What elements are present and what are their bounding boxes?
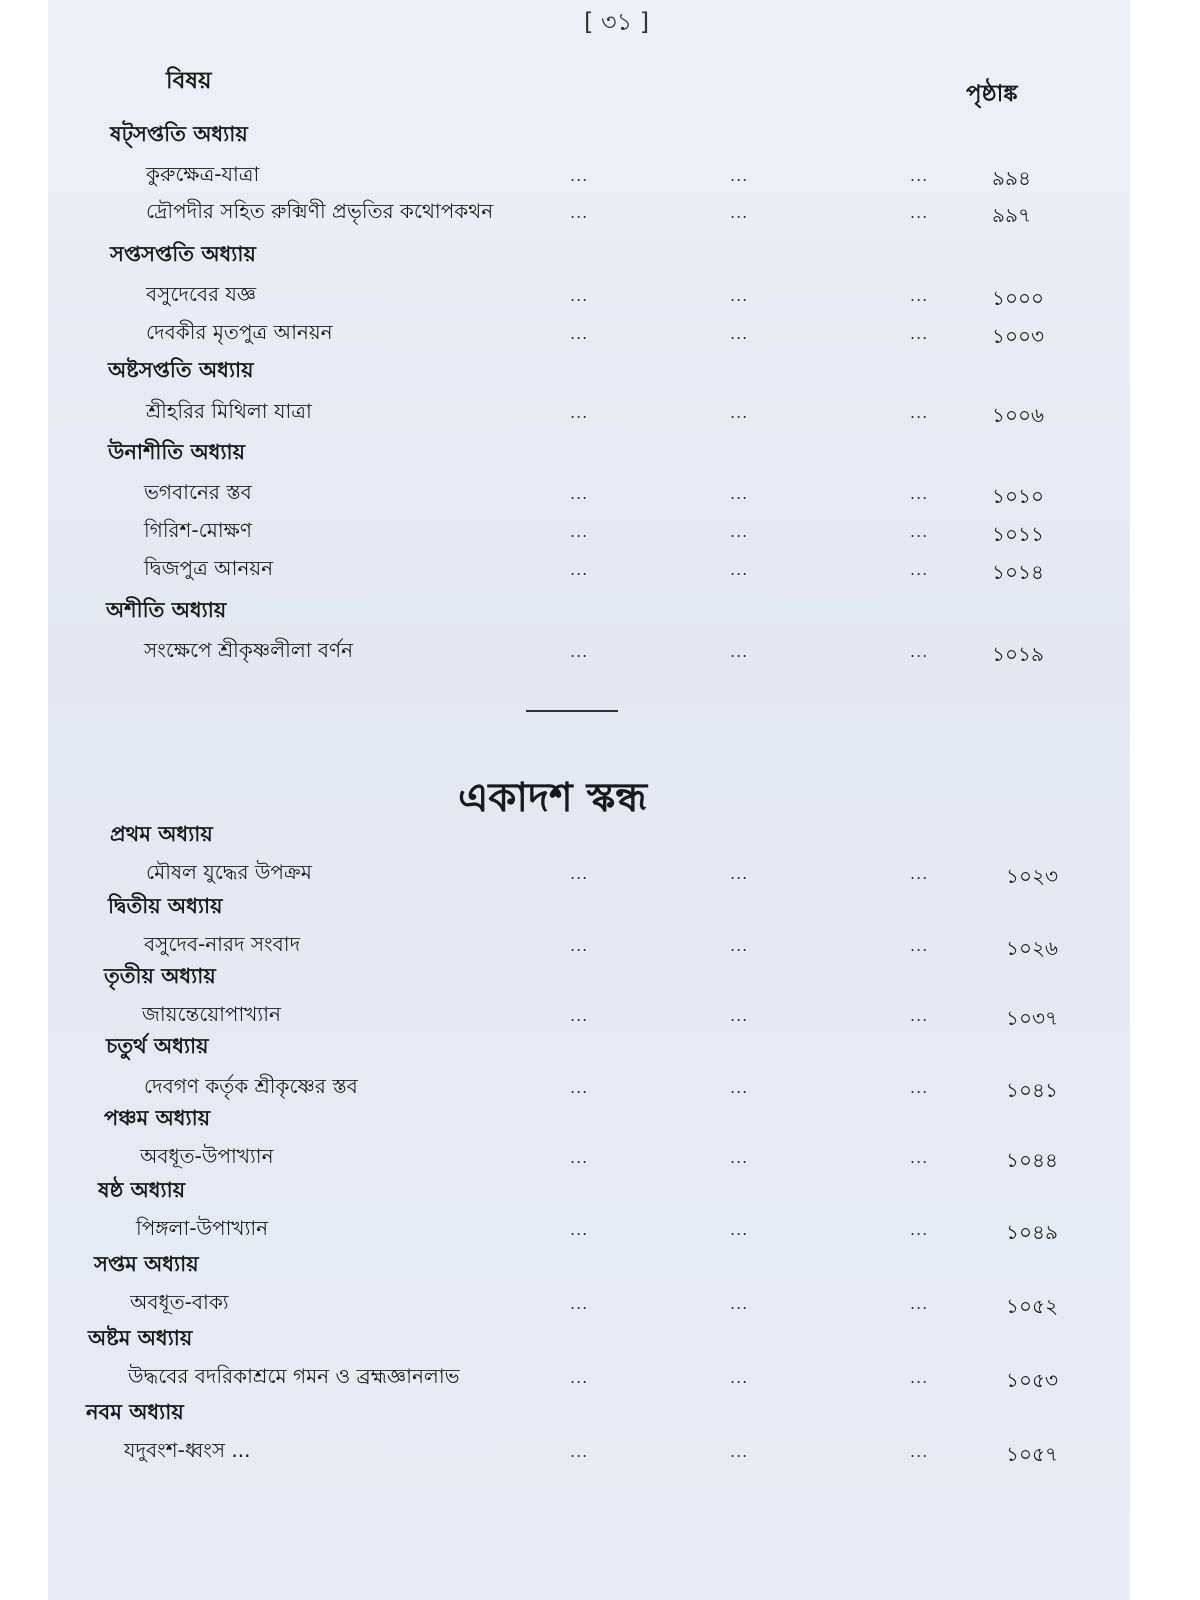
- leader-dots: ...: [910, 1294, 929, 1313]
- toc-page-number: ১০৫৭: [1006, 1442, 1058, 1466]
- chapter-heading: অষ্টম অধ্যায়: [88, 1326, 193, 1350]
- leader-dots: ...: [570, 1368, 589, 1387]
- toc-entry-title: বসুদেবের যজ্ঞ: [146, 282, 257, 306]
- chapter-heading: ষষ্ঠ অধ্যায়: [98, 1178, 186, 1202]
- leader-dots: ...: [910, 203, 929, 222]
- leader-dots: ...: [570, 166, 589, 185]
- toc-entry-title: দেবগণ কর্তৃক শ্রীকৃষ্ণের স্তব: [144, 1074, 358, 1098]
- toc-page-number: ১০১৪: [992, 560, 1044, 584]
- chapter-heading: সপ্তম অধ্যায়: [94, 1252, 199, 1276]
- section-divider: [526, 710, 618, 712]
- toc-entry-title: পিঙ্গলা-উপাখ্যান: [136, 1216, 269, 1240]
- toc-entry-title: গিরিশ-মোক্ষণ: [144, 518, 252, 542]
- chapter-heading: সপ্তসপ্ততি অধ্যায়: [110, 242, 256, 266]
- leader-dots: ...: [730, 1148, 749, 1167]
- toc-entry-title: দেবকীর মৃতপুত্র আনয়ন: [146, 320, 333, 344]
- toc-entry-title: যদুবংশ-ধ্বংস ...: [124, 1438, 251, 1462]
- toc-page-number: ১০৫৩: [1006, 1368, 1058, 1392]
- leader-dots: ...: [730, 864, 749, 883]
- toc-page-number: ১০০৬: [992, 403, 1044, 427]
- toc-entry-title: উদ্ধবের বদরিকাশ্রমে গমন ও ব্রহ্মজ্ঞানলাভ: [128, 1364, 460, 1388]
- leader-dots: ...: [910, 1006, 929, 1025]
- toc-entry-title: দ্রৌপদীর সহিত রুক্মিণী প্রভৃতির কথোপকথন: [146, 199, 494, 223]
- chapter-heading: অষ্টসপ্ততি অধ্যায়: [108, 358, 254, 382]
- toc-page-number: ১০১৯: [992, 642, 1044, 666]
- topic-column-header: বিষয়: [166, 68, 212, 94]
- toc-entry-title: মৌষল যুদ্ধের উপক্রম: [146, 860, 312, 884]
- leader-dots: ...: [910, 484, 929, 503]
- toc-page-number: ১০০০: [992, 286, 1044, 310]
- chapter-heading: চতুর্থ অধ্যায়: [106, 1034, 209, 1058]
- leader-dots: ...: [570, 936, 589, 955]
- toc-page-number: ১০২৬: [1006, 936, 1058, 960]
- toc-entry-title: শ্রীহরির মিথিলা যাত্রা: [146, 399, 312, 423]
- toc-page-number: ৯৯৪: [992, 166, 1031, 190]
- chapter-heading: ষট্‌সপ্ততি অধ্যায়: [110, 122, 248, 146]
- leader-dots: ...: [570, 1078, 589, 1097]
- chapter-heading: নবম অধ্যায়: [86, 1400, 184, 1424]
- page-column-header: পৃষ্ঠাঙ্ক: [966, 81, 1018, 107]
- leader-dots: ...: [570, 286, 589, 305]
- leader-dots: ...: [730, 484, 749, 503]
- leader-dots: ...: [570, 1220, 589, 1239]
- leader-dots: ...: [570, 403, 589, 422]
- leader-dots: ...: [730, 1368, 749, 1387]
- leader-dots: ...: [730, 642, 749, 661]
- toc-page-number: ১০০৩: [992, 324, 1044, 348]
- leader-dots: ...: [570, 1006, 589, 1025]
- leader-dots: ...: [730, 1294, 749, 1313]
- leader-dots: ...: [730, 166, 749, 185]
- chapter-heading: তৃতীয় অধ্যায়: [104, 964, 216, 988]
- toc-entry-title: অবধূত-বাক্য: [130, 1290, 229, 1314]
- chapter-heading: দ্বিতীয় অধ্যায়: [108, 894, 223, 918]
- leader-dots: ...: [570, 642, 589, 661]
- leader-dots: ...: [570, 864, 589, 883]
- leader-dots: ...: [730, 560, 749, 579]
- leader-dots: ...: [910, 1442, 929, 1461]
- leader-dots: ...: [570, 1148, 589, 1167]
- leader-dots: ...: [730, 1220, 749, 1239]
- toc-page-number: ১০৪১: [1006, 1078, 1058, 1102]
- leader-dots: ...: [910, 642, 929, 661]
- toc-page-number: ১০৪৯: [1006, 1220, 1058, 1244]
- skandha-heading: একাদশ স্কন্ধ: [458, 775, 648, 821]
- toc-page-number: ১০৩৭: [1006, 1006, 1058, 1030]
- toc-page-number: ১০২৩: [1006, 864, 1058, 888]
- toc-entry-title: দ্বিজপুত্র আনয়ন: [144, 556, 274, 580]
- leader-dots: ...: [570, 522, 589, 541]
- leader-dots: ...: [910, 522, 929, 541]
- chapter-heading: অশীতি অধ্যায়: [106, 598, 227, 622]
- leader-dots: ...: [730, 203, 749, 222]
- leader-dots: ...: [910, 1220, 929, 1239]
- toc-page-number: ১০১০: [992, 484, 1044, 508]
- chapter-heading: পঞ্চম অধ্যায়: [104, 1106, 211, 1130]
- toc-page-number: ১০৪৪: [1006, 1148, 1058, 1172]
- toc-entry-title: কুরুক্ষেত্র-যাত্রা: [146, 162, 260, 186]
- toc-page-number: ৯৯৭: [992, 203, 1031, 227]
- toc-entry-title: বসুদেব-নারদ সংবাদ: [144, 932, 301, 956]
- leader-dots: ...: [910, 560, 929, 579]
- leader-dots: ...: [910, 864, 929, 883]
- leader-dots: ...: [570, 1294, 589, 1313]
- leader-dots: ...: [910, 1368, 929, 1387]
- leader-dots: ...: [570, 484, 589, 503]
- leader-dots: ...: [570, 324, 589, 343]
- leader-dots: ...: [910, 166, 929, 185]
- chapter-heading: প্রথম অধ্যায়: [110, 822, 213, 846]
- leader-dots: ...: [730, 522, 749, 541]
- leader-dots: ...: [910, 1148, 929, 1167]
- leader-dots: ...: [730, 324, 749, 343]
- leader-dots: ...: [730, 403, 749, 422]
- leader-dots: ...: [570, 560, 589, 579]
- toc-entry-title: সংক্ষেপে শ্রীকৃষ্ণলীলা বর্ণন: [144, 638, 354, 662]
- leader-dots: ...: [730, 936, 749, 955]
- leader-dots: ...: [570, 203, 589, 222]
- toc-entry-title: জায়ন্তেয়োপাখ্যান: [142, 1002, 281, 1026]
- toc-entry-title: ভগবানের স্তব: [144, 480, 252, 504]
- toc-entry-title: অবধূত-উপাখ্যান: [140, 1144, 274, 1168]
- leader-dots: ...: [570, 1442, 589, 1461]
- book-page: [48, 0, 1130, 1600]
- leader-dots: ...: [730, 286, 749, 305]
- chapter-heading: উনাশীতি অধ্যায়: [108, 440, 245, 464]
- leader-dots: ...: [730, 1442, 749, 1461]
- leader-dots: ...: [910, 324, 929, 343]
- leader-dots: ...: [910, 936, 929, 955]
- leader-dots: ...: [910, 286, 929, 305]
- leader-dots: ...: [910, 1078, 929, 1097]
- toc-page-number: ১০১১: [992, 522, 1044, 546]
- leader-dots: ...: [730, 1078, 749, 1097]
- leader-dots: ...: [910, 403, 929, 422]
- page-number: [ ৩১ ]: [584, 8, 650, 36]
- leader-dots: ...: [730, 1006, 749, 1025]
- toc-page-number: ১০৫২: [1006, 1294, 1058, 1318]
